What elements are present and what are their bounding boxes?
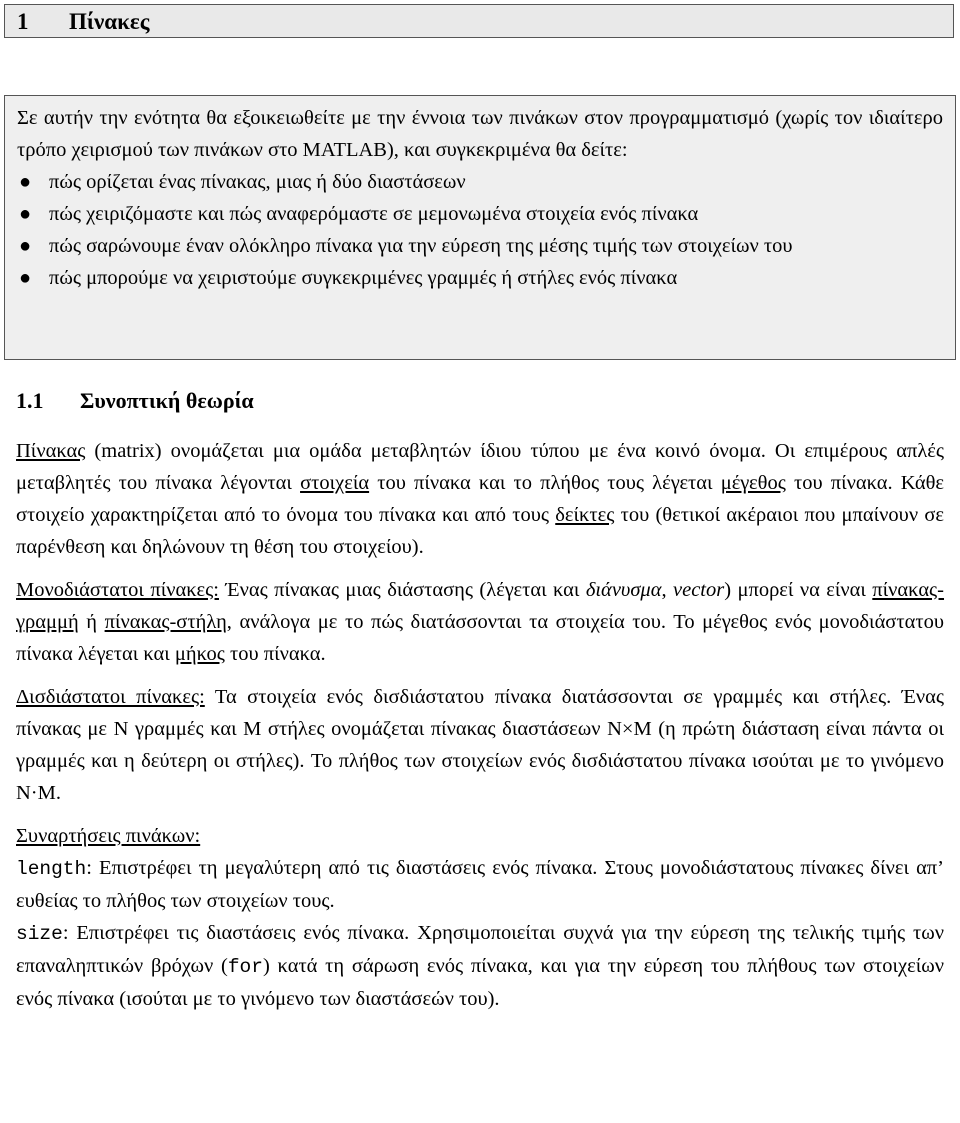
- chapter-heading: [4, 4, 954, 38]
- text-run: του πίνακα.: [224, 643, 326, 665]
- text-run: Ένας πίνακας μιας διάστασης (λέγεται και: [218, 579, 586, 601]
- text-run: (matrix) ονομάζεται μια ομάδα μεταβλητών ίδιου τύπου με ένα κοινό όνομα. Οι επιμέρους απλές μεταβλητές του πίνακα λέγονται: [16, 440, 944, 494]
- code-length: length: [16, 858, 87, 880]
- matrix-definition-paragraph: [16, 435, 944, 563]
- intro-bullet-list: [17, 166, 943, 294]
- intro-bullet-item: [17, 198, 943, 230]
- heading-one-dimensional: Μονοδιάστατοι πίνακες:: [16, 579, 219, 601]
- section-number: 1.1: [16, 388, 44, 413]
- bullet-text: πώς χειριζόμαστε και πώς αναφερόμαστε σε μεμονωμένα στοιχεία ενός πίνακα: [49, 203, 699, 225]
- two-dimensional-paragraph: [16, 681, 944, 809]
- bullet-text: πώς μπορούμε να χειριστούμε συγκεκριμένες γραμμές ή στήλες ενός πίνακα: [49, 267, 678, 289]
- intro-paragraph: Σε αυτήν την ενότητα θα εξοικειωθείτε με την έννοια των πινάκων στον προγραμματισμό (χωρίς τον ιδιαίτερο τρόπο χειρισμού των πινάκων στο MATLAB), και συγκεκριμένα θα δείτε:: [17, 107, 943, 161]
- intro-box: [4, 95, 956, 360]
- text-run: του πίνακα. Κάθε στοιχείο χαρακτηρίζεται από το όνομα του πίνακα και από τους: [16, 472, 944, 526]
- code-for: for: [227, 956, 263, 978]
- bullet-text: πώς σαρώνουμε έναν ολόκληρο πίνακα για την εύρεση της μέσης τιμής των στοιχείων του: [49, 235, 793, 257]
- text-run: Τα στοιχεία ενός δισδιάστατου πίνακα διατάσσονται σε γραμμές και στήλες. Ένας πίνακας με N γραμμές και M στήλες ονομάζεται πίνακας διαστάσεων N×M (η πρώτη διάσταση είναι πάντα οι γραμμές και η δεύτερη οι στήλες). Το πλήθος των στοιχείων ενός δισδιάστατου πίνακα ισούται με το γινόμενο N·M.: [16, 686, 945, 804]
- heading-array-functions: Συναρτήσεις πινάκων:: [16, 825, 201, 847]
- intro-bullet-item: [17, 230, 943, 262]
- intro-bullet-item: [17, 166, 943, 198]
- chapter-number: 1: [17, 9, 29, 34]
- text-run: του (θετικοί ακέραιοι που μπαίνουν σε παρένθεση και δηλώνουν τη θέση του στοιχείου).: [16, 504, 944, 558]
- text-run: ή: [78, 611, 105, 633]
- term-vector-greek: διάνυσμα: [585, 579, 662, 601]
- term-length: μήκος: [174, 643, 225, 665]
- text-run: ,: [661, 579, 674, 601]
- intro-bullet-item: [17, 262, 943, 294]
- section-title: Συνοπτική θεωρία: [80, 388, 254, 413]
- text-run: του πίνακα και το πλήθος τους λέγεται: [369, 472, 721, 494]
- one-dimensional-paragraph: [16, 574, 944, 670]
- term-vector: vector: [673, 579, 725, 601]
- section-heading: [16, 385, 254, 417]
- bullet-text: πώς ορίζεται ένας πίνακας, μιας ή δύο διαστάσεων: [49, 171, 466, 193]
- bullet-icon: ●: [19, 267, 32, 289]
- code-size: size: [16, 923, 63, 945]
- term-size: μέγεθος: [720, 472, 786, 494]
- text-run: , ανάλογα με το πώς διατάσσονται τα στοιχεία του. Το μέγεθος ενός μονοδιάστατου πίνακα λέγεται και: [16, 611, 944, 665]
- term-elements: στοιχεία: [300, 472, 370, 494]
- chapter-title: Πίνακες: [69, 9, 150, 34]
- text-run: : Επιστρέφει τις διαστάσεις ενός πίνακα. Χρησιμοποιείται συχνά για την εύρεση της τελικής τιμής των επαναληπτικών βρόχων (: [16, 922, 944, 977]
- term-column-vector: πίνακας-στήλη: [104, 611, 227, 633]
- bullet-icon: ●: [19, 171, 32, 193]
- text-run: : Επιστρέφει τη μεγαλύτερη από τις διαστάσεις ενός πίνακα. Στους μονοδιάστατους πίνακες δίνει απ’ ευθείας το πλήθος των στοιχείων τους.: [16, 857, 944, 912]
- bullet-icon: ●: [19, 235, 32, 257]
- term-indices: δείκτες: [555, 504, 615, 526]
- term-matrix: Πίνακας: [16, 440, 86, 462]
- text-run: ) μπορεί να είναι: [724, 579, 873, 601]
- body-text: [16, 435, 944, 1026]
- array-functions-paragraph: [16, 820, 944, 1015]
- bullet-icon: ●: [19, 203, 32, 225]
- text-run: ) κατά τη σάρωση ενός πίνακα, και για την εύρεση του πλήθους των στοιχείων ενός πίνακα (ισούται με το γινόμενο των διαστάσεών του).: [16, 955, 944, 1010]
- heading-two-dimensional: Δισδιάστατοι πίνακες:: [16, 686, 205, 708]
- term-row-vector: πίνακας-γραμμή: [16, 579, 945, 633]
